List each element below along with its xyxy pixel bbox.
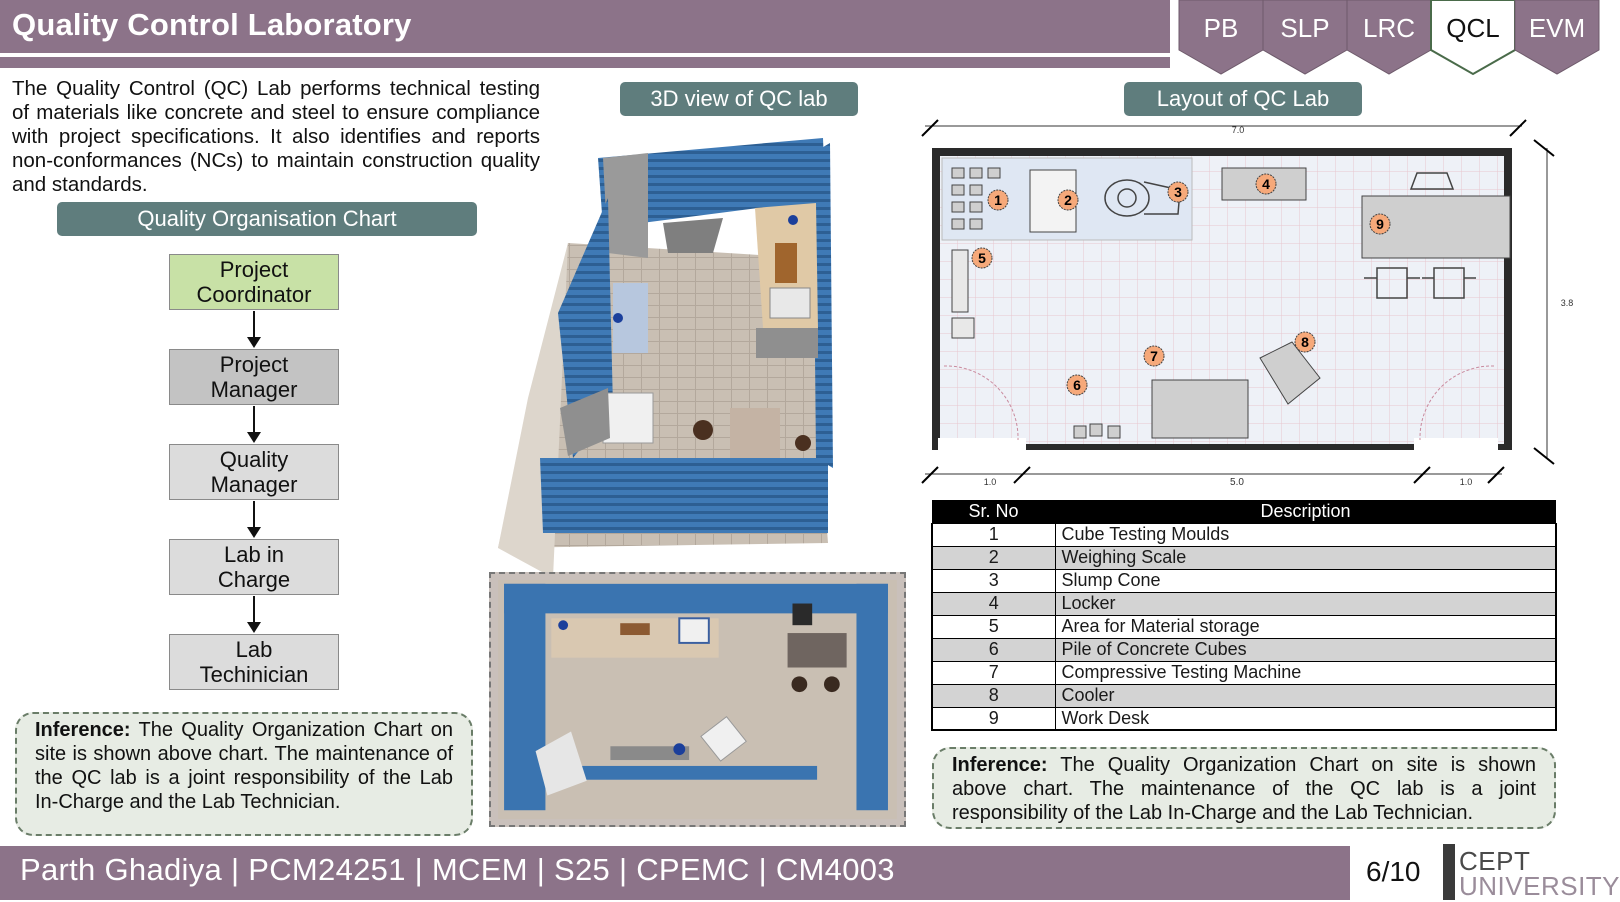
org-box-project-manager bbox=[169, 349, 339, 405]
table-cell-sr-no: 7 bbox=[932, 661, 1055, 684]
lab-3d-render bbox=[498, 138, 848, 558]
plan-dim-bottom-right: 1.0 bbox=[1459, 477, 1473, 487]
org-box-line: Coordinator bbox=[196, 282, 312, 307]
inference-text: The Quality Organization Chart on site is shown above chart. The maintenance of the QC lab is a joint responsibility of the Lab In-Charge and the Lab Technician. bbox=[35, 719, 453, 813]
inference-label: Inference: bbox=[35, 719, 131, 741]
org-box-lab-technician bbox=[169, 634, 339, 690]
tab-label: SLP bbox=[1280, 13, 1330, 43]
table-cell-description: Pile of Concrete Cubes bbox=[1055, 638, 1556, 661]
org-arrow bbox=[253, 596, 255, 631]
table-cell-sr-no: 3 bbox=[932, 569, 1055, 592]
plan-marker-2 bbox=[1058, 190, 1078, 210]
page-title: Quality Control Laboratory bbox=[12, 7, 412, 42]
logo-line1: CEPT bbox=[1459, 846, 1531, 876]
table-header-description: Description bbox=[1055, 500, 1556, 523]
org-box-project-coordinator bbox=[169, 254, 339, 310]
plan-marker-5 bbox=[972, 248, 992, 268]
tab-label: LRC bbox=[1362, 13, 1415, 43]
plan-marker-1 bbox=[988, 190, 1008, 210]
table-row bbox=[932, 638, 1556, 661]
plan-dim-right: 3.8 bbox=[1560, 298, 1574, 308]
table-header-row bbox=[932, 500, 1556, 523]
plan-marker-4 bbox=[1256, 174, 1276, 194]
org-arrow bbox=[253, 501, 255, 536]
org-box-line: Techinician bbox=[199, 662, 309, 687]
logo-line2: UNIVERSITY bbox=[1459, 871, 1620, 901]
inference-text: The Quality Organization Chart on site is shown above chart. The maintenance of the QC lab is a joint responsibility of the Lab In-Charge and the Lab Technician. bbox=[952, 754, 1536, 824]
table-row bbox=[932, 592, 1556, 615]
marker-label: 8 bbox=[1301, 334, 1309, 350]
table-row bbox=[932, 523, 1556, 546]
page-number: 6/10 bbox=[1366, 856, 1421, 887]
tab-qcl[interactable] bbox=[1430, 0, 1516, 74]
table-cell-description: Work Desk bbox=[1055, 707, 1556, 730]
table-row bbox=[932, 615, 1556, 638]
table-header-sr-no: Sr. No bbox=[932, 500, 1055, 523]
view3d-title: 3D view of QC lab bbox=[620, 82, 858, 116]
lab-top-render bbox=[489, 572, 906, 827]
inference-label: Inference: bbox=[952, 754, 1048, 776]
marker-label: 9 bbox=[1376, 216, 1384, 232]
marker-label: 6 bbox=[1073, 377, 1081, 393]
org-inference-box bbox=[15, 712, 473, 836]
equipment-table bbox=[931, 500, 1557, 731]
table-cell-sr-no: 4 bbox=[932, 592, 1055, 615]
table-cell-description: Cube Testing Moulds bbox=[1055, 523, 1556, 546]
tab-label: EVM bbox=[1528, 13, 1586, 43]
tab-pb[interactable] bbox=[1178, 0, 1264, 74]
tab-label: QCL bbox=[1446, 13, 1500, 43]
intro-paragraph: The Quality Control (QC) Lab performs technical testing of materials like concrete and steel to ensure compliance with project specifications. It also identifies and reports non-conformances (NCs) to maintain construction quality and standards. bbox=[12, 77, 540, 196]
marker-label: 1 bbox=[994, 192, 1002, 208]
layout-title: Layout of QC Lab bbox=[1124, 82, 1362, 116]
table-cell-sr-no: 9 bbox=[932, 707, 1055, 730]
logo-bar bbox=[1443, 844, 1455, 900]
table-cell-sr-no: 2 bbox=[932, 546, 1055, 569]
plan-dim-top: 7.0 bbox=[1231, 125, 1245, 135]
table-cell-sr-no: 5 bbox=[932, 615, 1055, 638]
tab-label: PB bbox=[1203, 13, 1239, 43]
org-box-line: Lab in bbox=[224, 542, 284, 567]
table-row bbox=[932, 707, 1556, 730]
table-cell-sr-no: 6 bbox=[932, 638, 1055, 661]
section-tabs bbox=[1178, 0, 1600, 76]
org-box-line: Project bbox=[219, 352, 289, 377]
marker-label: 7 bbox=[1150, 348, 1158, 364]
table-cell-description: Area for Material storage bbox=[1055, 615, 1556, 638]
table-row bbox=[932, 569, 1556, 592]
cept-university-logo bbox=[1443, 844, 1620, 901]
plan-marker-9 bbox=[1370, 214, 1390, 234]
table-cell-description: Weighing Scale bbox=[1055, 546, 1556, 569]
plan-marker-8 bbox=[1295, 332, 1315, 352]
plan-marker-6 bbox=[1067, 375, 1087, 395]
table-cell-sr-no: 1 bbox=[932, 523, 1055, 546]
org-box-line: Charge bbox=[217, 567, 291, 592]
table-cell-sr-no: 8 bbox=[932, 684, 1055, 707]
header-underline bbox=[0, 57, 1170, 68]
org-box-lab-in-charge bbox=[169, 539, 339, 595]
marker-label: 4 bbox=[1262, 176, 1270, 192]
tab-slp[interactable] bbox=[1262, 0, 1348, 74]
org-box-line: Manager bbox=[210, 472, 298, 497]
footer-author-info: Parth Ghadiya | PCM24251 | MCEM | S25 | CPEMC | CM4003 bbox=[20, 852, 895, 887]
org-box-line: Manager bbox=[210, 377, 298, 402]
org-arrow bbox=[253, 311, 255, 346]
lab-floor-plan bbox=[922, 118, 1588, 496]
table-row bbox=[932, 684, 1556, 707]
org-box-line: Quality bbox=[219, 447, 289, 472]
marker-label: 2 bbox=[1064, 192, 1072, 208]
table-row bbox=[932, 546, 1556, 569]
table-row bbox=[932, 661, 1556, 684]
table-inference-box bbox=[932, 747, 1556, 829]
marker-label: 5 bbox=[978, 250, 986, 266]
plan-marker-3 bbox=[1168, 182, 1188, 202]
table-cell-description: Locker bbox=[1055, 592, 1556, 615]
org-chart-title: Quality Organisation Chart bbox=[57, 202, 477, 236]
plan-marker-7 bbox=[1144, 346, 1164, 366]
tab-lrc[interactable] bbox=[1346, 0, 1432, 74]
table-cell-description: Slump Cone bbox=[1055, 569, 1556, 592]
table-cell-description: Compressive Testing Machine bbox=[1055, 661, 1556, 684]
marker-label: 3 bbox=[1174, 184, 1182, 200]
org-box-line: Lab bbox=[235, 637, 273, 662]
plan-dim-bottom-left: 1.0 bbox=[983, 477, 997, 487]
table-cell-description: Cooler bbox=[1055, 684, 1556, 707]
org-box-line: Project bbox=[219, 257, 289, 282]
org-box-quality-manager bbox=[169, 444, 339, 500]
tab-evm[interactable] bbox=[1514, 0, 1600, 74]
plan-dim-bottom-mid: 5.0 bbox=[1230, 477, 1244, 488]
org-arrow bbox=[253, 406, 255, 441]
